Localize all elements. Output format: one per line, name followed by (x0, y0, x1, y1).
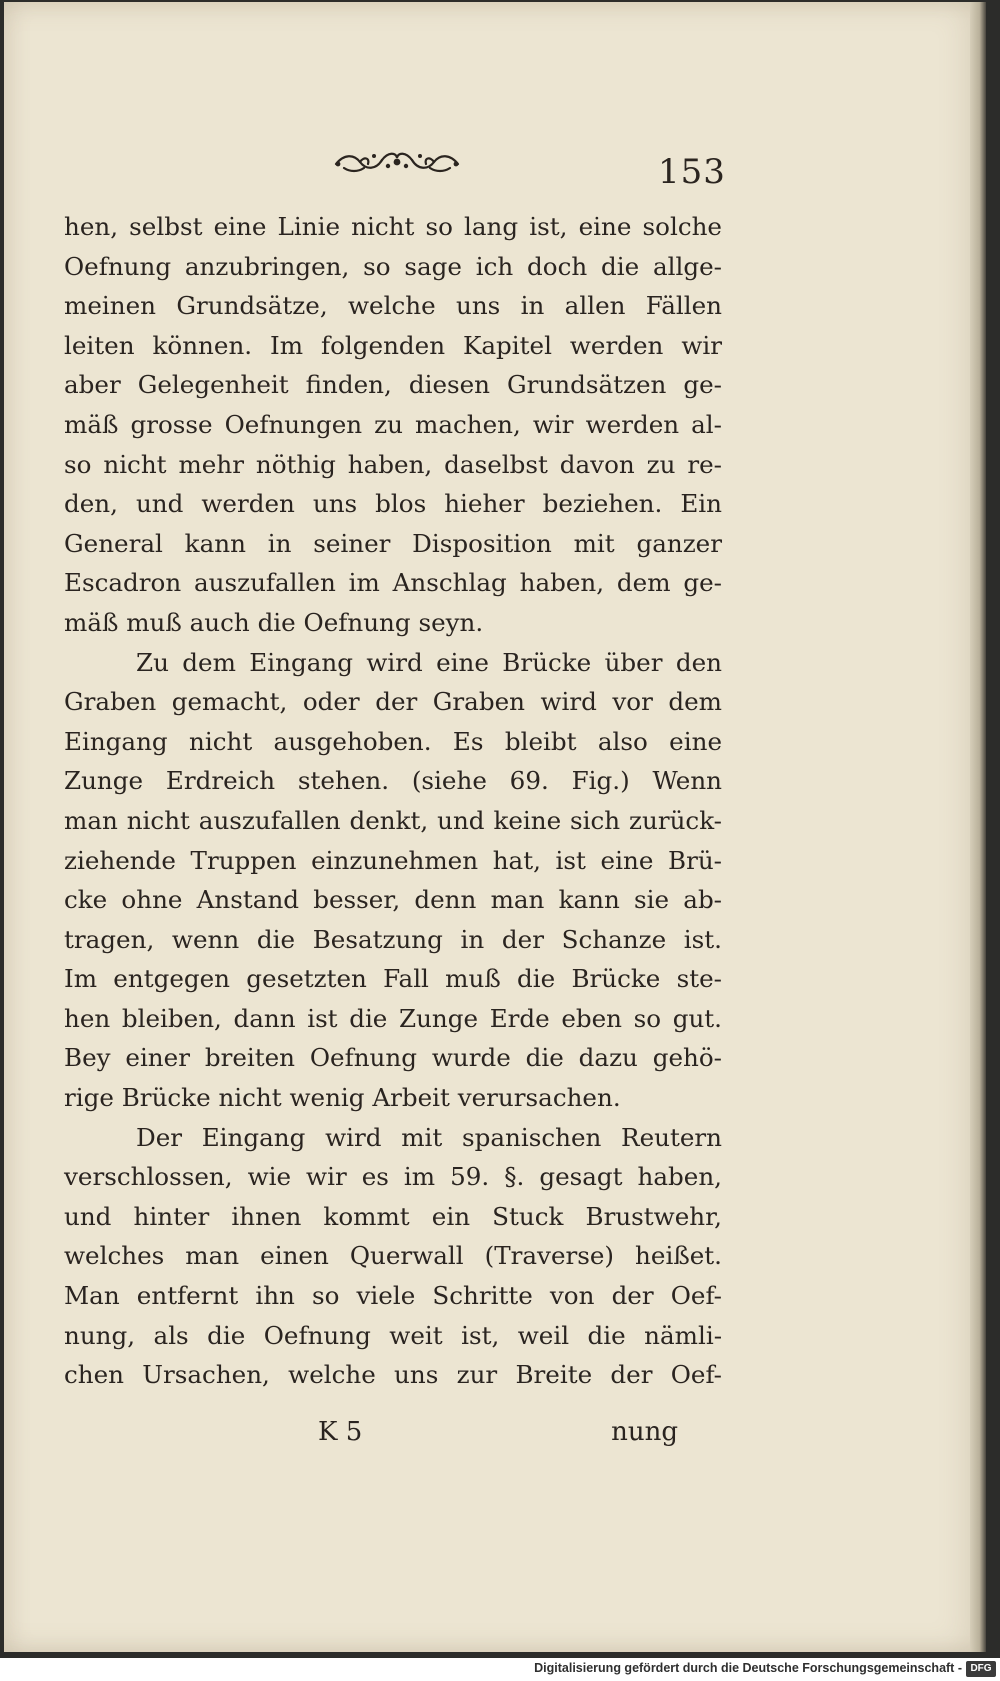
text-line: und hinter ihnen kommt ein Stuck Brustwehr, (64, 1201, 722, 1231)
catchword: nung (611, 1417, 678, 1447)
body-text (64, 207, 722, 1395)
text-line: hen bleiben, dann ist die Zunge Erde eben so gut. (64, 1003, 722, 1033)
text-line: man nicht auszufallen denkt, und keine sich zurück- (64, 805, 722, 835)
text-line: leiten können. Im folgenden Kapitel werden wir (64, 330, 722, 360)
text-line: Escadron auszufallen im Anschlag haben, dem ge- (64, 568, 722, 598)
text-line: den, und werden uns blos hieher beziehen. Ein (64, 489, 722, 519)
paragraph-start: Der Eingang wird mit spanischen Reutern (136, 1122, 722, 1152)
text-line: Graben gemacht, oder der Graben wird vor dem (64, 687, 722, 717)
text-line: mäß grosse Oefnungen zu machen, wir werden al- (64, 409, 722, 439)
text-line: welches man einen Querwall (Traverse) heißet. (64, 1241, 722, 1271)
page-number: 153 (658, 152, 726, 192)
text-line: Bey einer breiten Oefnung wurde die dazu gehö- (64, 1043, 722, 1073)
paragraph-start: Zu dem Eingang wird eine Brücke über den (136, 647, 722, 677)
text-line: Man entfernt ihn so viele Schritte von der Oef- (64, 1281, 722, 1311)
text-line: rige Brücke nicht wenig Arbeit verursachen. (64, 1083, 621, 1113)
text-line: nung, als die Oefnung weit ist, weil die nämli- (64, 1320, 722, 1350)
dfg-logo: DFG (966, 1661, 996, 1677)
text-line: tragen, wenn die Besatzung in der Schanze ist. (64, 924, 722, 954)
text-line: verschlossen, wie wir es im 59. §. gesagt haben, (64, 1162, 722, 1192)
text-line: Oefnung anzubringen, so sage ich doch die allge- (64, 251, 722, 281)
printers-ornament-icon (330, 144, 464, 178)
text-line: Im entgegen gesetzten Fall muß die Brücke ste- (64, 964, 722, 994)
text-line: General kann in seiner Disposition mit ganzer (64, 528, 722, 558)
text-line: meinen Grundsätze, welche uns in allen Fällen (64, 291, 722, 321)
text-line: aber Gelegenheit finden, diesen Grundsätzen ge- (64, 370, 722, 400)
text-line: Zunge Erdreich stehen. (siehe 69. Fig.) Wenn (64, 766, 722, 796)
book-page (4, 2, 986, 1652)
text-line: chen Ursachen, welche uns zur Breite der Oef- (64, 1360, 722, 1390)
text-line: ziehende Truppen einzunehmen hat, ist eine Brü- (64, 845, 722, 875)
page-gutter-shadow (970, 2, 986, 1652)
text-line: cke ohne Anstand besser, denn man kann sie ab- (64, 885, 722, 915)
footer-bar (0, 1658, 1000, 1681)
text-line: mäß muß auch die Oefnung seyn. (64, 607, 484, 637)
text-line: so nicht mehr nöthig haben, daselbst davon zu re- (64, 449, 722, 479)
text-line: Eingang nicht ausgehoben. Es bleibt also eine (64, 726, 722, 756)
signature-mark: K 5 (318, 1417, 363, 1447)
page-foot (318, 1417, 678, 1457)
funding-credit: Digitalisierung gefördert durch die Deutsche Forschungsgemeinschaft - (534, 1661, 962, 1675)
text-line: hen, selbst eine Linie nicht so lang ist, eine solche (64, 212, 722, 241)
